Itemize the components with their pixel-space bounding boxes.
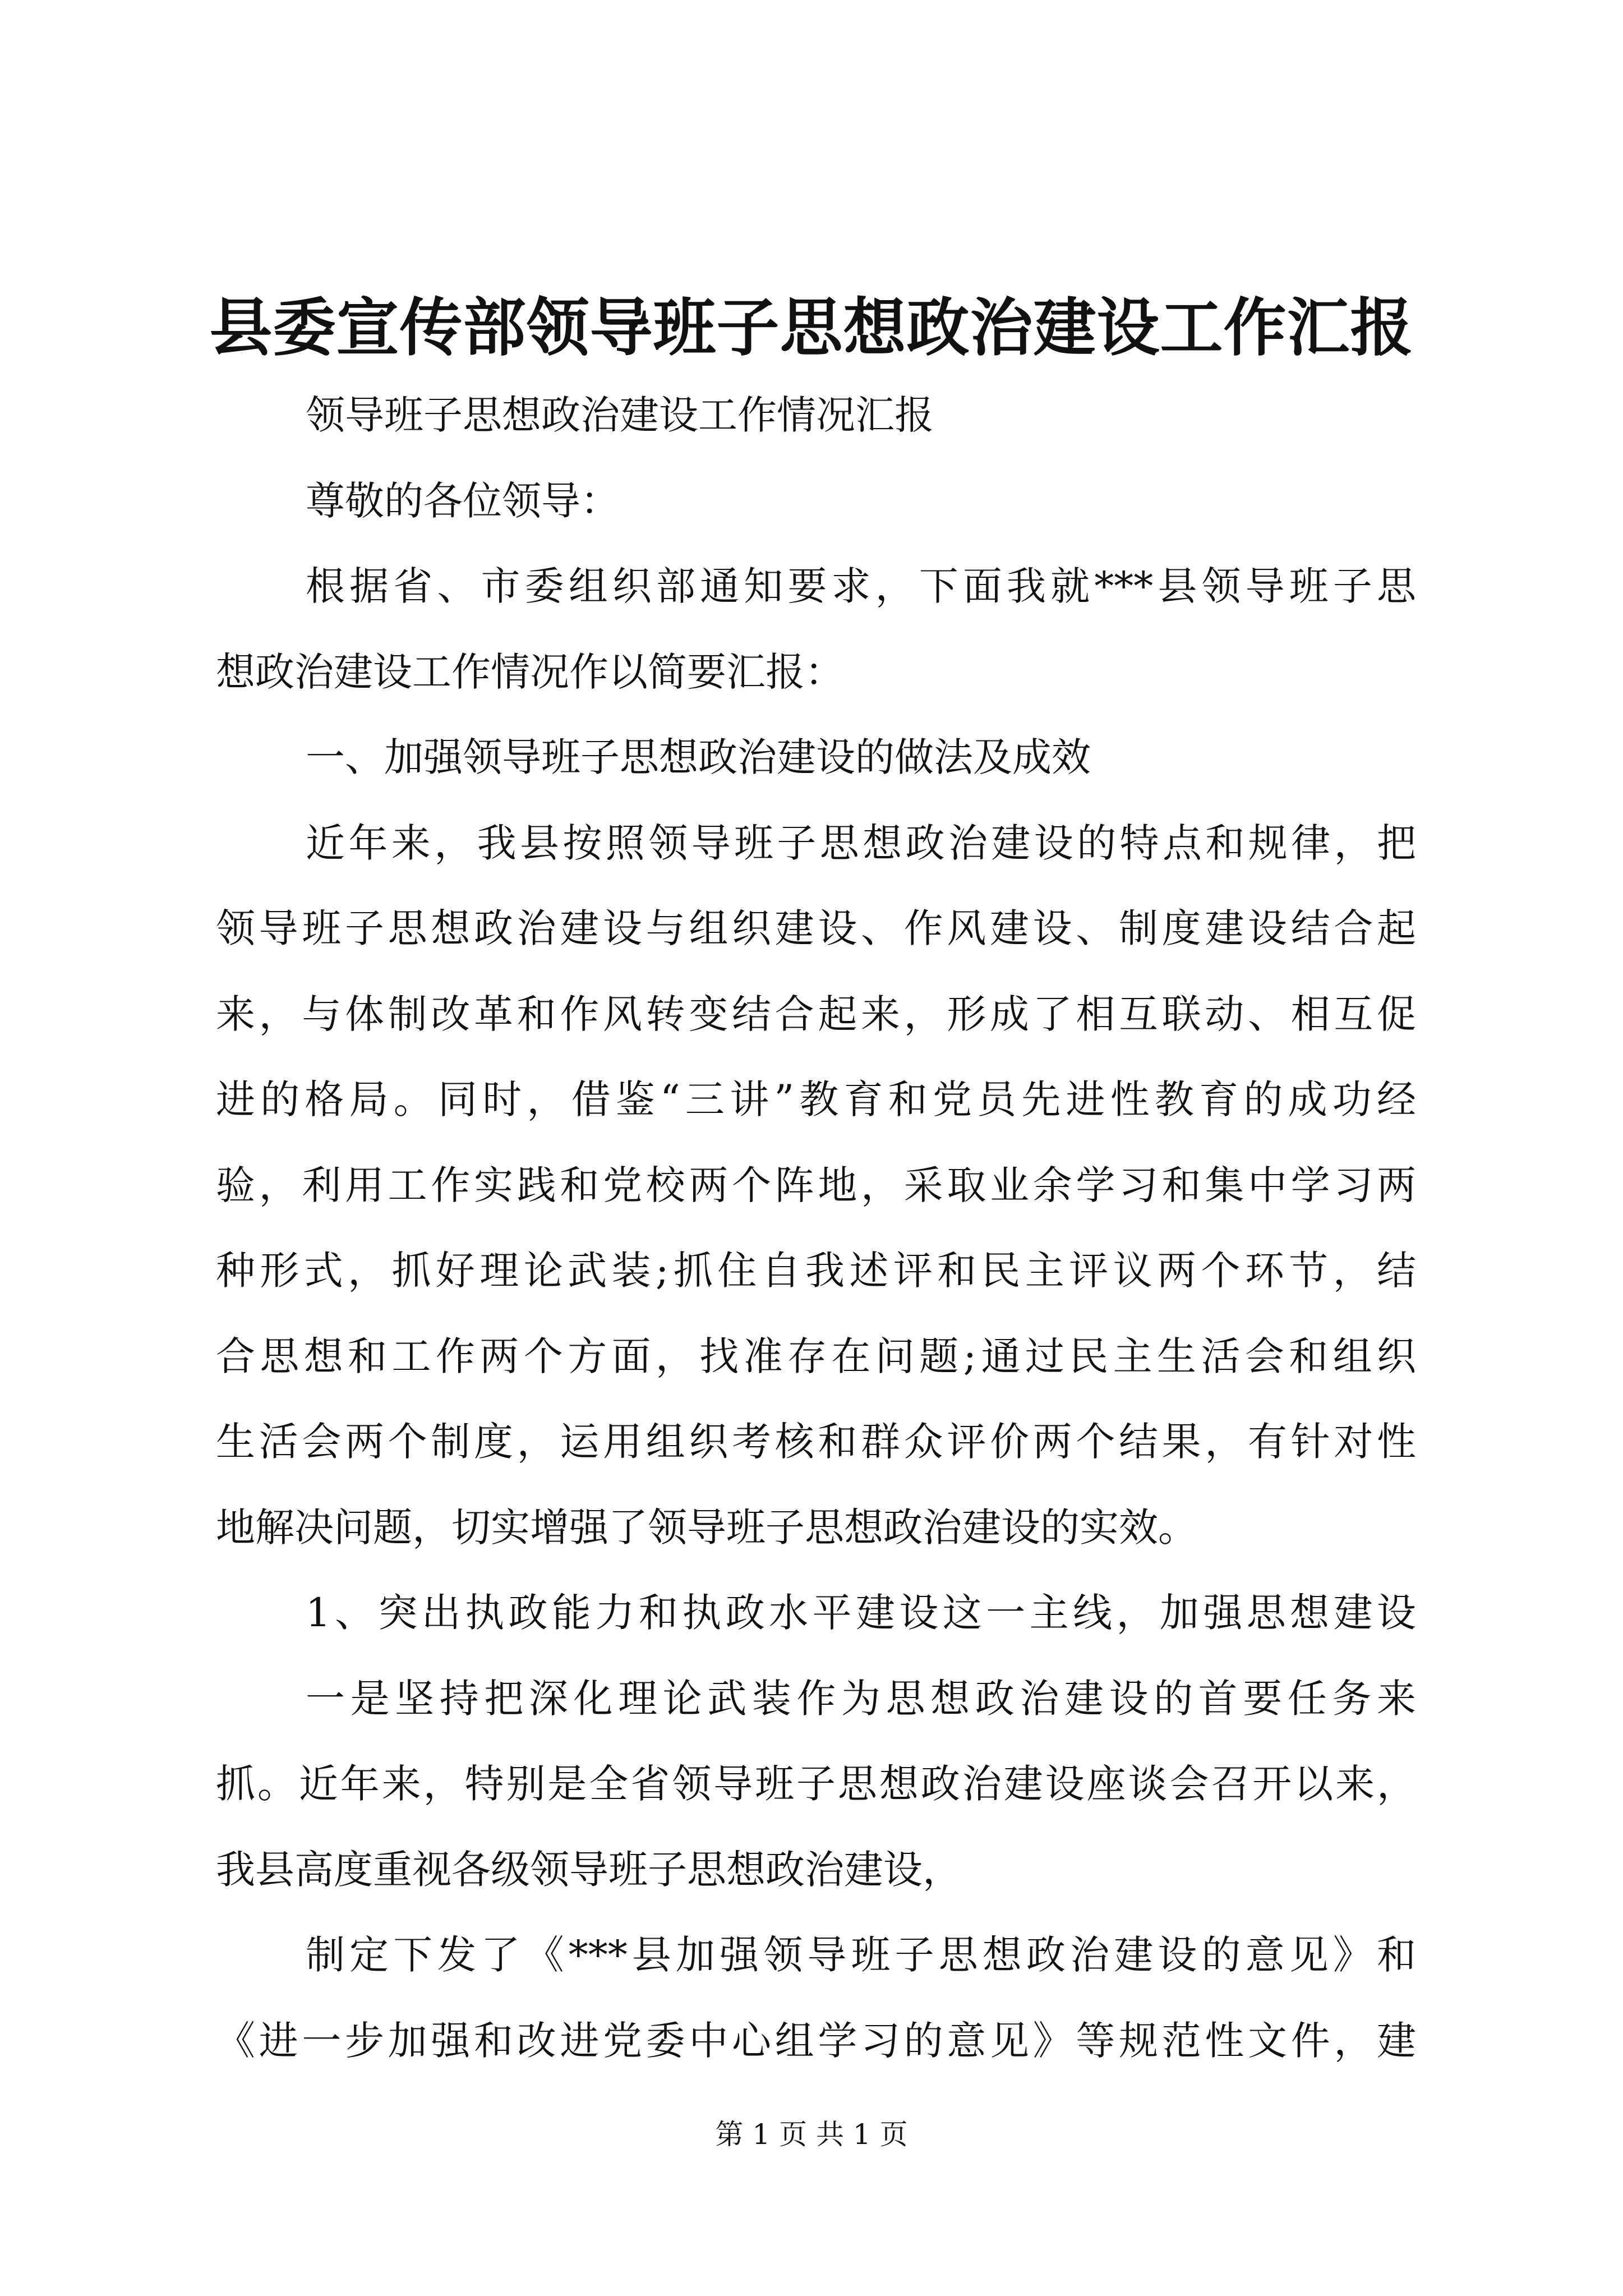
paragraph-line: 抓。近年来，特别是全省领导班子思想政治建设座谈会召开以来， [216,1761,1416,1807]
paragraph-line: 进的格局。同时，借鉴“三讲”教育和党员先进性教育的成功经 [216,1076,1416,1122]
document-title: 县委宣传部领导班子思想政治建设工作汇报 [209,291,1414,365]
paragraph-line: 一是坚持把深化理论武装作为思想政治建设的首要任务来 [306,1676,1416,1722]
paragraph-line: 种形式，抓好理论武装;抓住自我述评和民主评议两个环节，结 [216,1248,1416,1294]
paragraph-line: 领导班子思想政治建设与组织建设、作风建设、制度建设结合起 [216,905,1416,951]
paragraph-line: 验，利用工作实践和党校两个阵地，采取业余学习和集中学习两 [216,1162,1416,1208]
paragraph-line: 来，与体制改革和作风转变结合起来，形成了相互联动、相互促 [216,991,1416,1037]
paragraph-line: 合思想和工作两个方面，找准存在问题;通过民主生活会和组织 [216,1333,1416,1379]
page-number-footer: 第 1 页 共 1 页 [715,2118,908,2151]
paragraph-line: 生活会两个制度，运用组织考核和群众评价两个结果，有针对性 [216,1419,1416,1465]
salutation-line: 尊敬的各位领导： [306,478,620,524]
paragraph-line: 《进一步加强和改进党委中心组学习的意见》等规范性文件，建 [216,2018,1416,2064]
subtitle-line: 领导班子思想政治建设工作情况汇报 [306,392,934,438]
section-heading: 一、加强领导班子思想政治建设的做法及成效 [306,734,1091,780]
subsection-heading: 1、突出执政能力和执政水平建设这一主线，加强思想建设 [306,1590,1416,1636]
paragraph-line: 近年来，我县按照领导班子思想政治建设的特点和规律，把 [306,820,1416,866]
paragraph-line: 想政治建设工作情况作以简要汇报： [216,649,844,695]
paragraph-line: 制定下发了《***县加强领导班子思想政治建设的意见》和 [306,1932,1416,1978]
paragraph-line: 根据省、市委组织部通知要求，下面我就***县领导班子思 [306,563,1416,609]
paragraph-line: 地解决问题，切实增强了领导班子思想政治建设的实效。 [216,1504,1197,1550]
paragraph-line: 我县高度重视各级领导班子思想政治建设， [216,1847,962,1893]
